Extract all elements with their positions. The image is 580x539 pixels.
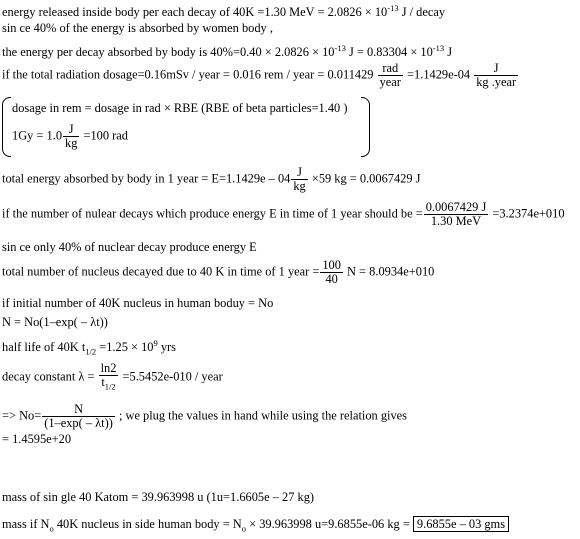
text: energy released inside body per each decay of 40K =1.30 MeV = 2.0826 × 10 [2,5,388,20]
text: J / decay [398,5,446,20]
denominator: (1–exp( – λt)) [44,416,113,430]
exponent: 9 [153,338,158,348]
text: the energy per decay absorbed by body is 40%=0.40 × 2.0826 × 10 [2,45,335,60]
numerator: N [42,403,115,417]
numerator: 100 [322,258,341,272]
final-answer-box: 9.6855e – 03 gms [413,516,509,532]
text: ×59 kg = 0.0067429 J [308,171,421,186]
total-energy-line [2,166,420,193]
exponent: -13 [334,43,346,53]
text: J [444,45,453,60]
number-of-decays-line [2,201,565,228]
numerator: rad [378,62,403,76]
text: =3.2374e+010 [489,206,565,221]
rem-definition-line [12,101,347,115]
hundred-over-forty-fraction [320,259,343,286]
absorption-statement-line [2,21,273,35]
only-40-percent-line [2,240,257,254]
denominator: kg .year [476,75,517,89]
dosage-definition-group [2,97,370,157]
energy-per-decay-line [2,1,445,19]
text: if initial number of 40K nucleus in human boduy = No [2,296,274,310]
text: =100 rad [80,128,128,143]
text: 1Gy = 1.0 [12,128,63,143]
left-paren [2,97,11,157]
j-per-kg-fraction [63,123,79,150]
text: half life of 40K t [2,340,86,355]
atom-mass-line [2,490,314,504]
exponent: -13 [432,43,445,53]
text: J = 0.83304 × 10 [345,45,433,60]
denominator: year [379,75,401,89]
text: sin ce 40% of the energy is absorbed by women body , [2,21,273,35]
numerator: J [291,166,307,180]
j-per-kg-fraction [291,166,307,193]
text: =1.1429e-04 [403,67,474,82]
text: mass if N [2,517,50,531]
gray-definition-line [12,123,128,150]
denominator: kg [293,179,306,193]
energy-absorbed-line [2,41,452,59]
text: if the number of nulear decays which produce energy E in time of 1 year should be = [2,206,423,221]
energy-ratio-fraction [424,201,489,228]
text: sin ce only 40% of nuclear decay produce energy E [2,240,257,254]
denominator: 40 [325,272,338,286]
rad-per-year-fraction [378,62,403,89]
subscript: 1/2 [104,381,116,392]
text: N = 8.0934e+010 [343,264,435,279]
exponent: -13 [387,3,399,13]
numerator: J [63,123,79,137]
text: dosage in rem = dosage in rad × RBE (RBE of beta particles=1.40 ) [12,101,348,115]
text: if the total radiation dosage=0.16mSv / year = 0.016 rem / year = 0.011429 [2,67,374,82]
decay-constant-line [2,362,223,393]
text: 40K nucleus in side human body = N [53,517,242,531]
text: =1.25 × 10 [96,340,154,355]
right-paren [361,97,370,157]
text: × 39.963998 u=9.6855e-06 kg = [246,517,413,531]
text: total number of nucleus decayed due to 40 K in time of 1 year = [2,264,320,279]
text: yrs [157,340,176,355]
denominator: 1.30 MeV [430,214,482,228]
t-symbol: t [101,375,105,389]
subscript: 1/2 [85,346,97,357]
total-nucleus-decayed-line [2,259,434,286]
denominator [99,376,119,393]
subscript: o [49,523,54,534]
text: mass of sin gle 40 Katom = 39.963998 u (1u=1.6605e – 27 kg) [2,490,315,504]
text: total energy absorbed by body in 1 year = E=1.1429e – 04 [2,171,291,186]
text: ; we plug the values in hand while using the relation gives [115,408,407,423]
text: = 1.4595e+20 [2,432,72,446]
n-over-decay-fraction [42,403,115,430]
numerator: ln2 [100,361,117,375]
initial-number-result-line [2,432,71,446]
subscript: o [241,523,247,534]
text: => No= [2,408,42,423]
text: N = No(1–exp( – λt)) [2,315,108,329]
initial-number-formula-line [2,403,407,430]
half-life-line [2,336,176,359]
text: =5.5452e-010 / year [119,369,223,384]
decay-relation-line [2,315,108,329]
text: decay constant λ = [2,369,98,384]
j-per-kg-year-fraction [474,62,518,89]
total-mass-line [2,517,509,535]
denominator: kg [65,136,78,150]
numerator: 0.0067429 J [425,200,487,214]
initial-number-line [2,296,273,310]
dosage-line [2,62,519,89]
numerator: J [474,62,518,76]
ln2-over-half-life-fraction [99,362,119,393]
